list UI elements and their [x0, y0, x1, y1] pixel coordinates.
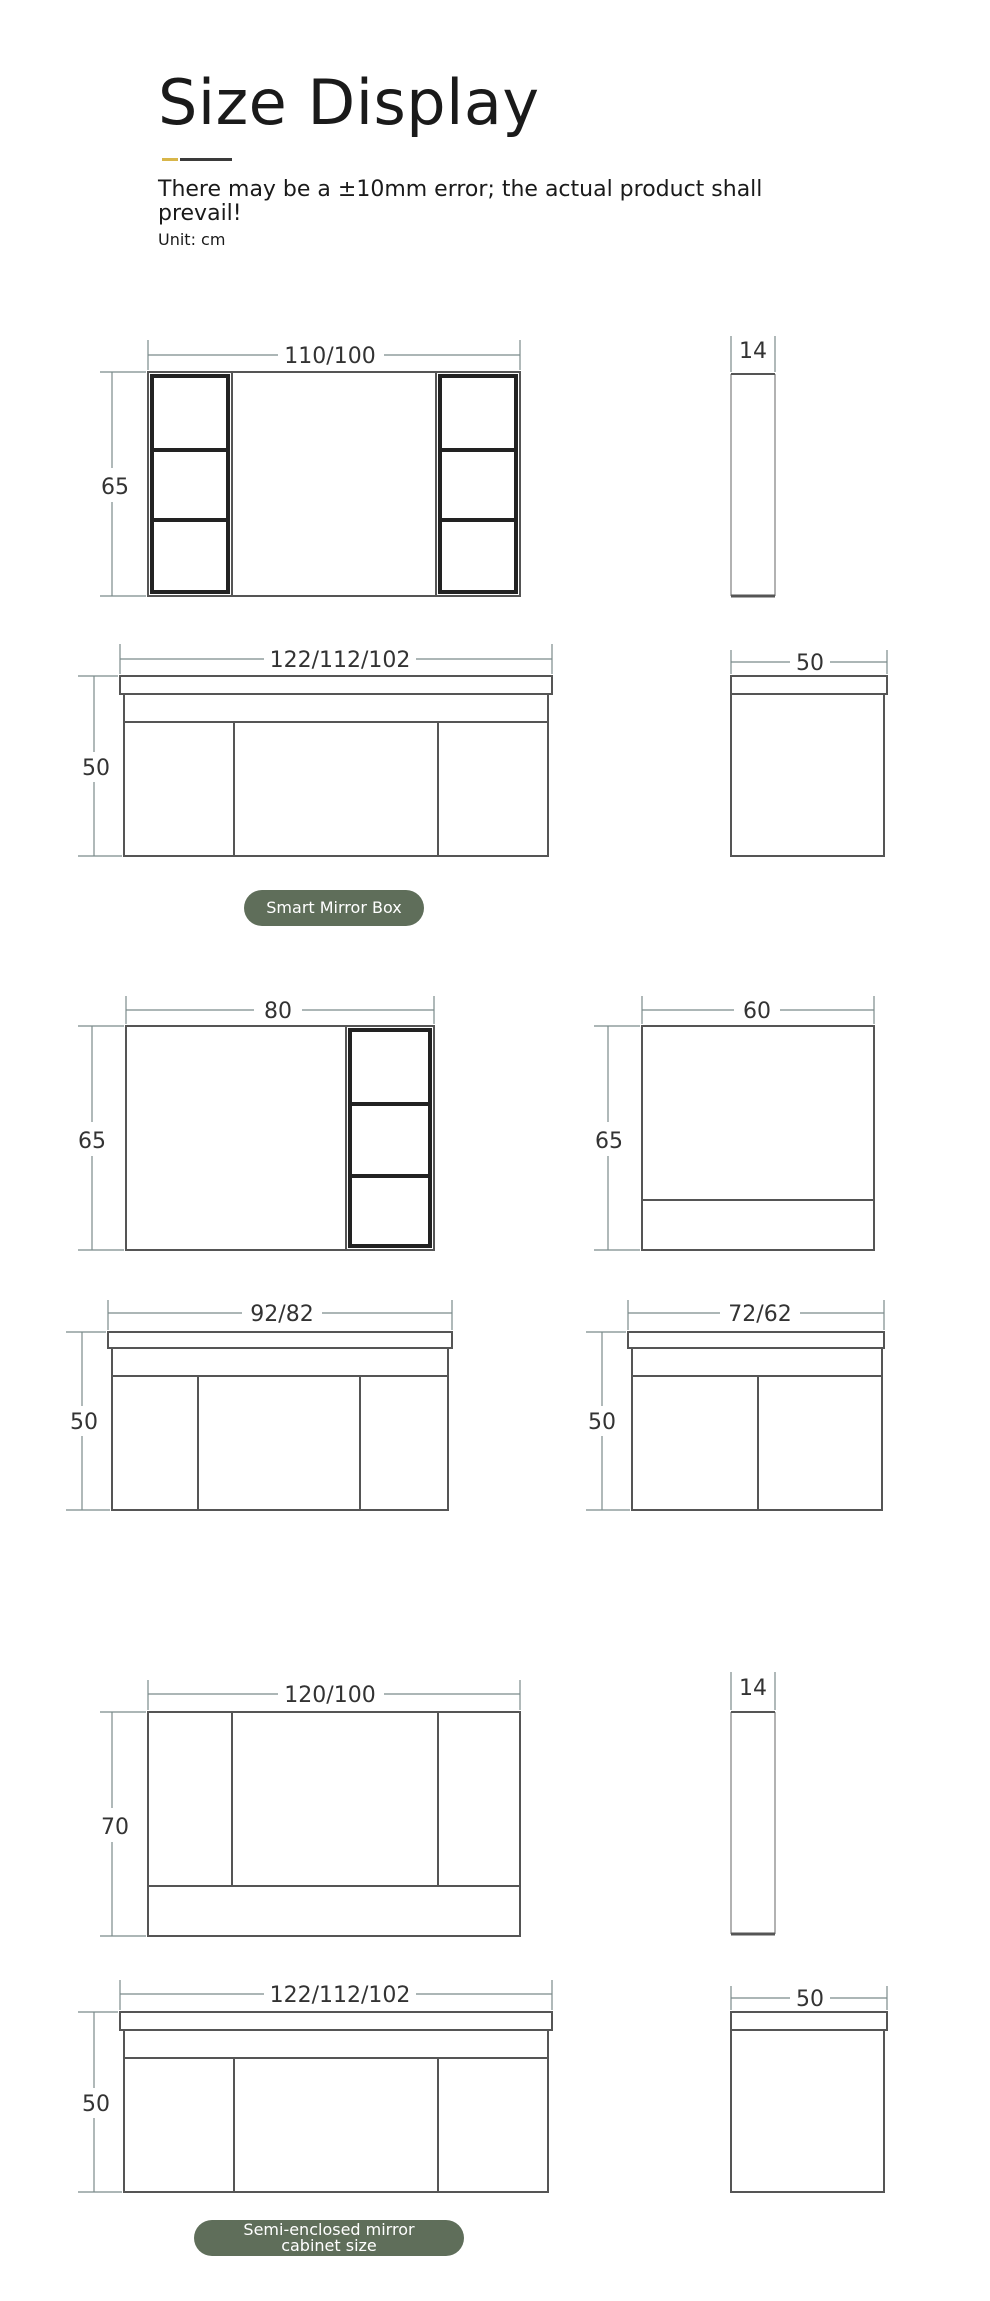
- base-front-1: [120, 676, 552, 856]
- mirror-3-height-label: 70: [101, 1815, 129, 1840]
- mirror-left-2-height-label: 65: [78, 1129, 106, 1154]
- base-left-2-height-label: 50: [70, 1410, 98, 1435]
- base-1-depth-label: 50: [796, 651, 824, 676]
- base-3-depth-label: 50: [796, 1987, 824, 2012]
- page-title: Size Display: [158, 66, 540, 139]
- mirror-3-side: [731, 1672, 775, 1934]
- base-3-side: [731, 1986, 887, 2192]
- base-1-width-label: 122/112/102: [269, 648, 411, 673]
- mirror-left-2: [126, 1026, 434, 1250]
- base-right-2-height-label: 50: [588, 1410, 616, 1435]
- base-right-2: [628, 1332, 884, 1510]
- semi-enclosed-cabinet-label: [194, 2220, 464, 2256]
- tolerance-note: There may be a ±10mm error; the actual product shall prevail!: [158, 177, 763, 226]
- unit-label: Unit: cm: [158, 230, 226, 249]
- base-left-2-width-label: 92/82: [250, 1302, 314, 1327]
- mirror-1-side: [731, 336, 775, 596]
- semi-enclosed-label-line2: cabinet size: [281, 2236, 377, 2255]
- mirror-right-2-height-label: 65: [595, 1129, 623, 1154]
- mirror-front-3: [148, 1712, 520, 1936]
- mirror-1-height-label: 65: [101, 475, 129, 500]
- mirror-3-width-label: 120/100: [284, 1683, 376, 1708]
- semi-enclosed-label-line1: Semi-enclosed mirror: [243, 2220, 415, 2239]
- mirror-left-2-width-label: 80: [264, 999, 292, 1024]
- mirror-3-depth-label: 14: [739, 1676, 767, 1701]
- base-right-2-width-label: 72/62: [728, 1302, 792, 1327]
- mirror-1-width-label: 110/100: [284, 344, 376, 369]
- mirror-right-2-width-label: 60: [743, 999, 771, 1024]
- smart-mirror-box-label: Smart Mirror Box: [244, 890, 424, 926]
- base-left-2: [108, 1332, 452, 1510]
- base-3-width-label: 122/112/102: [269, 1983, 411, 2008]
- base-front-3: [120, 2012, 552, 2192]
- base-1-side: [731, 650, 887, 856]
- base-3-height-label: 50: [82, 2092, 110, 2117]
- mirror-front-1: [148, 372, 520, 596]
- mirror-1-depth-label: 14: [739, 339, 767, 364]
- base-1-height-label: 50: [82, 756, 110, 781]
- mirror-right-2: [642, 1026, 874, 1250]
